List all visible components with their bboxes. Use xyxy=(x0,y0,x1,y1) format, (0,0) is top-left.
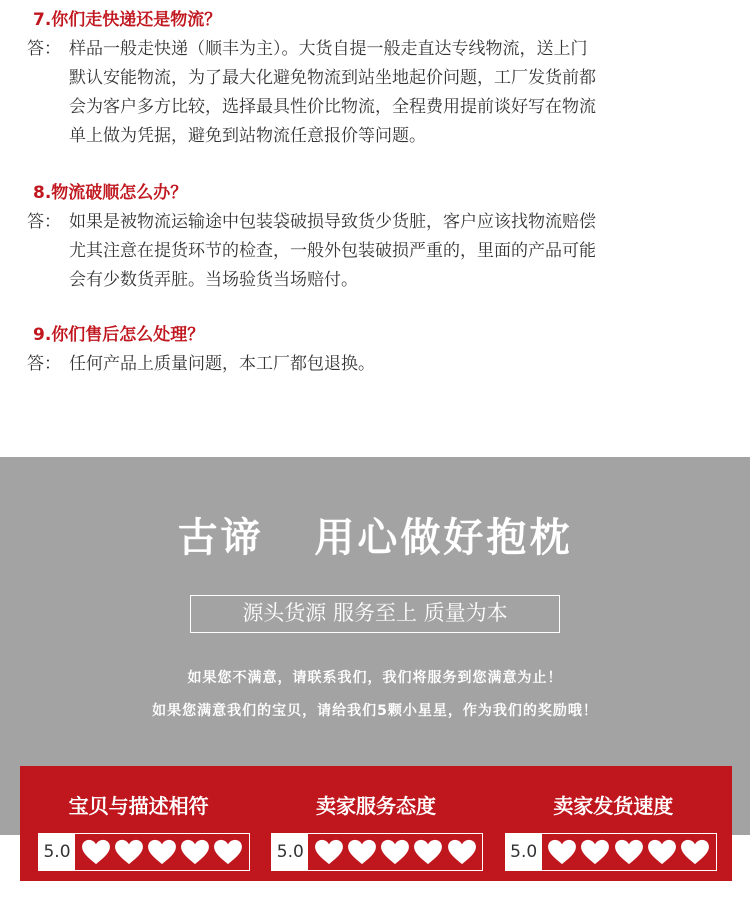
heart-icon xyxy=(314,839,344,865)
answer-line: 样品一般走快递（顺丰为主）。大货自提一般走直达专线物流，送上门 xyxy=(69,39,588,59)
rating-label: 宝贝与描述相符 xyxy=(68,794,209,818)
tagline-box: 源头货源 服务至上 质量为本 xyxy=(190,595,560,633)
heart-icon xyxy=(213,839,243,865)
heart-icon xyxy=(647,839,677,865)
rating-request-note: 如果您满意我们的宝贝，请给我们5颗小星星，作为我们的奖励哦！ xyxy=(152,703,598,719)
score-box xyxy=(38,833,250,871)
answer-text xyxy=(69,35,727,151)
rating-label: 卖家发货速度 xyxy=(553,794,674,818)
heart-icon xyxy=(347,839,377,865)
rating-column-description xyxy=(20,766,257,881)
score-value: 5.0 xyxy=(506,834,542,870)
score-value: 5.0 xyxy=(39,834,75,870)
score-box xyxy=(505,833,717,871)
faq-item xyxy=(27,323,727,379)
heart-icon xyxy=(180,839,210,865)
rating-column-shipping xyxy=(495,766,732,881)
rating-label: 卖家服务态度 xyxy=(315,794,436,818)
answer-line: 如果是被物流运输途中包装袋破损导致货少货脏，客户应该找物流赔偿 xyxy=(69,212,596,232)
heart-icon xyxy=(580,839,610,865)
heart-icon xyxy=(114,839,144,865)
service-note: 如果您不满意，请联系我们，我们将服务到您满意为止！ xyxy=(187,670,563,686)
faq-item xyxy=(27,181,727,295)
heart-icon xyxy=(547,839,577,865)
faq-answer xyxy=(27,350,727,379)
answer-prefix: 答： xyxy=(27,39,61,59)
score-value: 5.0 xyxy=(272,834,308,870)
heart-row xyxy=(75,839,249,865)
heart-row xyxy=(308,839,482,865)
answer-line: 会有少数货弄脏。当场验货当场赔付。 xyxy=(69,270,358,290)
faq-item xyxy=(27,8,727,151)
rating-column-service xyxy=(257,766,494,881)
rating-panel xyxy=(20,766,732,881)
heart-icon xyxy=(81,839,111,865)
heart-icon xyxy=(614,839,644,865)
faq-question: 7.你们走快递还是物流？ xyxy=(33,10,222,30)
heart-icon xyxy=(680,839,710,865)
answer-line: 单上做为凭据，避免到站物流任意报价等问题。 xyxy=(69,126,426,146)
brand-slogan: 古谛 用心做好抱枕 xyxy=(177,515,573,561)
answer-line: 会为客户多方比较，选择最具性价比物流，全程费用提前谈好写在物流 xyxy=(69,97,596,117)
heart-icon xyxy=(147,839,177,865)
heart-row xyxy=(542,839,716,865)
answer-text xyxy=(69,208,727,295)
heart-icon xyxy=(380,839,410,865)
answer-line: 尤其注意在提货环节的检查，一般外包装破损严重的，里面的产品可能 xyxy=(69,241,596,261)
faq-answer xyxy=(27,35,727,151)
score-box xyxy=(271,833,483,871)
answer-prefix: 答： xyxy=(27,212,61,232)
answer-prefix: 答： xyxy=(27,354,61,374)
answer-line: 默认安能物流，为了最大化避免物流到站坐地起价问题，工厂发货前都 xyxy=(69,68,596,88)
heart-icon xyxy=(447,839,477,865)
faq-answer xyxy=(27,208,727,295)
answer-line: 任何产品上质量问题，本工厂都包退换。 xyxy=(69,354,375,374)
heart-icon xyxy=(413,839,443,865)
faq-question: 8.物流破顺怎么办？ xyxy=(33,183,188,203)
answer-text xyxy=(69,350,727,379)
faq-question: 9.你们售后怎么处理？ xyxy=(33,325,205,345)
